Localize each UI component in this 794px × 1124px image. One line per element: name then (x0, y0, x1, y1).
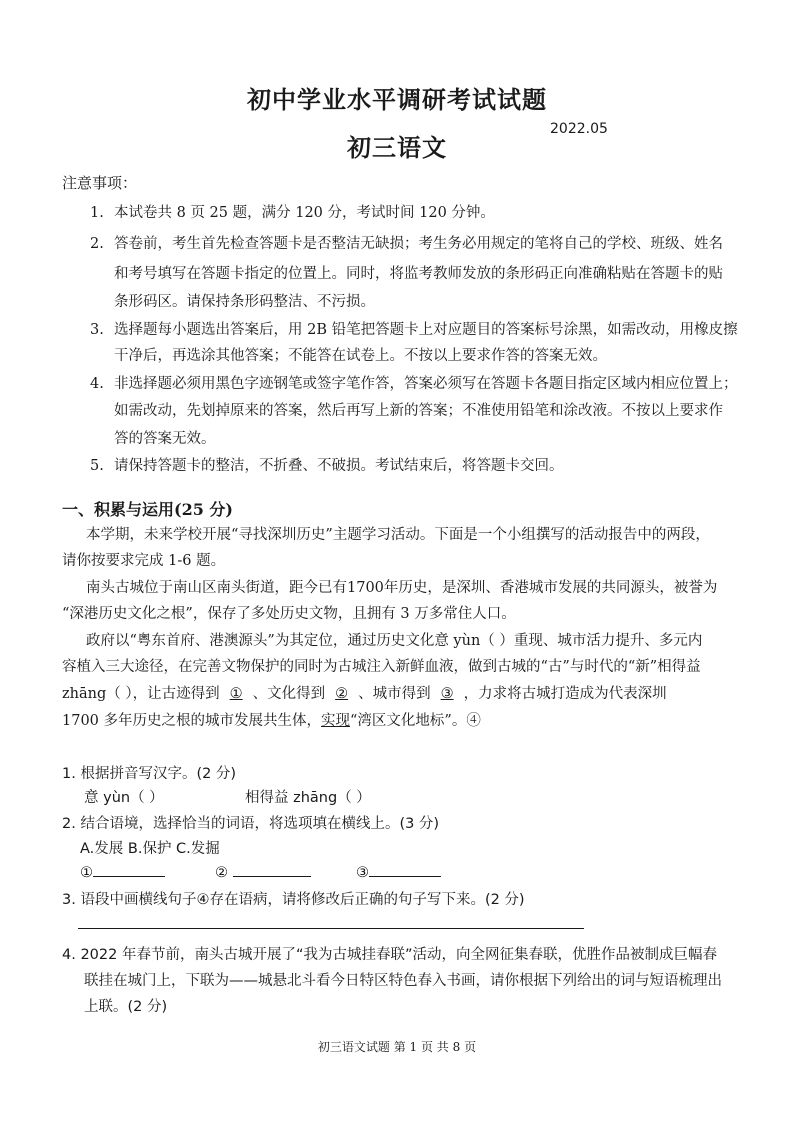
q1-answer-b: 相得益 zhāng（ ） (245, 790, 371, 806)
notice-item-line: 和考号填写在答题卡指定的位置上。同时，将监考教师发放的条形码正向准确粘贴在答题卡的贴 (114, 266, 723, 282)
notice-item-1 (90, 201, 495, 222)
section-heading: 一、积累与运用(25 分) (62, 500, 233, 519)
passage-text: ，力求将古城打造成为代表深圳 (463, 686, 667, 702)
passage-text: 1700 多年历史之根的城市发展共生体， (62, 713, 322, 729)
exam-date: 2022.05 (550, 121, 608, 137)
blank-2: ② (335, 686, 349, 702)
intro-line: 本学期，未来学校开展“寻找深圳历史”主题学习活动。下面是一个小组撰写的活动报告中的两段， (86, 527, 710, 543)
notice-heading: 注意事项： (62, 174, 138, 192)
notice-item-number: 4. (90, 376, 104, 392)
notice-item-line: 选择题每小题选出答案后，用 2B 铅笔把答题卡上对应题目的答案标号涂黑，如需改动，用橡皮擦 (114, 322, 738, 338)
notice-item-number: 5. (90, 458, 104, 474)
notice-item-line: 非选择题必须用黑色字迹钢笔或签字笔作答，答案必须写在答题卡各题目指定区域内相应位置上； (114, 376, 738, 392)
answer-marker: ② (215, 865, 228, 881)
answer-marker: ① (80, 865, 93, 881)
notice-item-4 (90, 372, 738, 393)
notice-item-line: 干净后，再选涂其他答案；不能答在试卷上。不按以上要求作答的答案无效。 (114, 348, 607, 364)
passage-line-with-blanks (62, 682, 667, 703)
passage-line: 政府以“粤东首府、港澳源头”为其定位，通过历史文化意 yùn（ ）重现、城市活力提升、多元内 (86, 633, 703, 649)
question-2: 2. 结合语境，选择恰当的词语，将选项填在横线上。(3 分) (62, 816, 440, 832)
notice-item-3 (90, 318, 738, 339)
question-1: 1. 根据拼音写汉字。(2 分) (62, 766, 237, 782)
notice-item-number: 1. (90, 205, 104, 221)
notice-item-line: 请保持答题卡的整洁，不折叠、不破损。考试结束后，将答题卡交回。 (114, 458, 564, 474)
notice-item-line: 答卷前，考生首先检查答题卡是否整洁无缺损；考生务必用规定的笔将自己的学校、班级、姓名 (114, 236, 723, 252)
question-4-line: 上联。(2 分) (84, 999, 168, 1015)
passage-line: “深港历史文化之根”，保存了多处历史文物，且拥有 3 万多常住人口。 (62, 606, 516, 622)
passage-text: zhāng（ ），让古迹得到 (62, 686, 220, 702)
question-3: 3. 语段中画横线句子④存在语病，请将修改后正确的句子写下来。(2 分) (62, 892, 525, 908)
notice-item-line: 条形码区。请保持条形码整洁、不污损。 (114, 294, 375, 310)
blank-1: ① (229, 686, 243, 702)
passage-line: 容植入三大途径，在完善文物保护的同时为古城注入新鲜血液，做到古城的“古”与时代的“新”相得益 (62, 659, 701, 675)
q2-answer-3 (356, 862, 441, 881)
notice-item-line: 本试卷共 8 页 25 题，满分 120 分，考试时间 120 分钟。 (114, 205, 495, 221)
answer-blank[interactable] (369, 862, 441, 877)
passage-line-with-underline (62, 709, 481, 730)
question-4-line: 4. 2022 年春节前，南头古城开展了“我为古城挂春联”活动，向全网征集春联，优胜作品被制成巨幅春 (62, 947, 717, 963)
question-4-line: 联挂在城门上，下联为——城悬北斗看今日特区特色春入书画，请你根据下列给出的词与短语梳理出 (84, 973, 722, 989)
passage-line: 南头古城位于南山区南头街道，距今已有1700年历史，是深圳、香港城市发展的共同源头，被誉为 (86, 580, 718, 596)
answer-blank[interactable] (233, 862, 311, 877)
exam-title: 初中学业水平调研考试试题 (247, 85, 547, 114)
notice-item-line: 答的答案无效。 (114, 431, 216, 447)
notice-item-number: 2. (90, 236, 104, 252)
passage-text: 、文化得到 (252, 686, 326, 702)
intro-line: 请你按要求完成 1-6 题。 (62, 553, 226, 569)
exam-subject: 初三语文 (347, 133, 447, 162)
notice-item-line: 如需改动，先划掉原来的答案，然后再写上新的答案；不准使用铅笔和涂改液。不按以上要求作 (114, 403, 723, 419)
passage-text: “湾区文化地标”。④ (350, 713, 481, 729)
answer-marker: ③ (356, 865, 369, 881)
page-footer: 初三语文试题 第 1 页 共 8 页 (317, 1040, 477, 1054)
answer-blank[interactable] (93, 862, 165, 877)
notice-item-number: 3. (90, 322, 104, 338)
underlined-sentence: 实现 (321, 713, 351, 729)
q2-options: A.发展 B.保护 C.发掘 (80, 841, 220, 857)
q3-answer-line[interactable] (78, 928, 584, 929)
q2-answer-2 (215, 862, 311, 881)
q2-answer-1 (80, 862, 165, 881)
q1-answer-a: 意 yùn（ ） (84, 790, 164, 806)
notice-item-2 (90, 232, 723, 253)
blank-3: ③ (440, 686, 454, 702)
passage-text: 、城市得到 (358, 686, 431, 702)
notice-item-5 (90, 454, 564, 475)
